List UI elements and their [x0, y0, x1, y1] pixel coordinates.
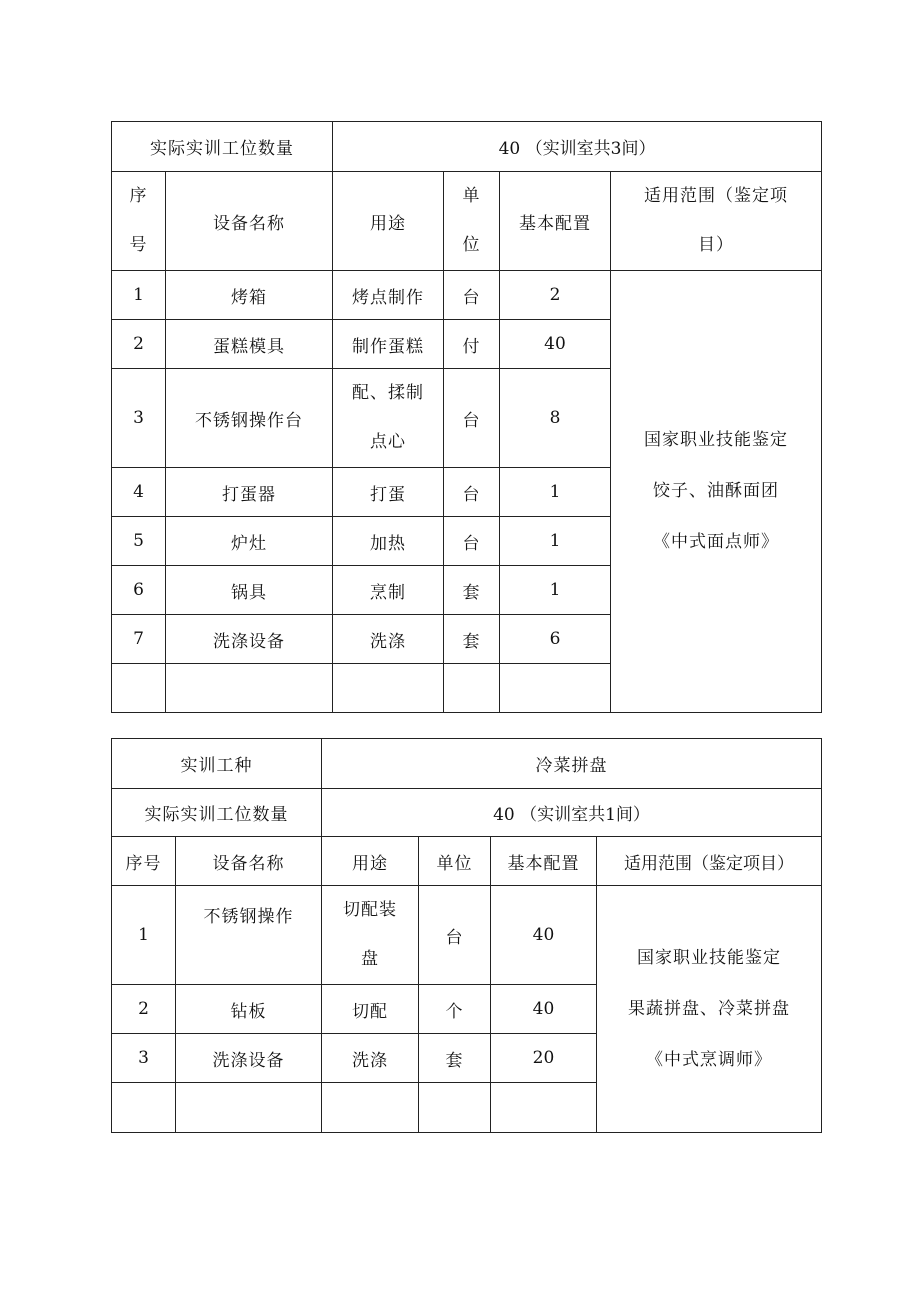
header-scope: 适用范围（鉴定项 目） — [611, 172, 822, 271]
row-name: 不锈钢操作台 — [166, 369, 333, 468]
row-name: 蛋糕模具 — [166, 320, 333, 369]
row-seq: 6 — [112, 566, 166, 615]
row-use: 烤点制作 — [333, 271, 444, 320]
row-name: 炉灶 — [166, 517, 333, 566]
empty-cell — [166, 664, 333, 713]
row-config: 1 — [500, 566, 611, 615]
table-row — [112, 886, 822, 985]
header-config: 基本配置 — [500, 172, 611, 271]
row-name: 烤箱 — [166, 271, 333, 320]
row-seq: 4 — [112, 468, 166, 517]
empty-cell — [419, 1083, 491, 1133]
row-name: 洗涤设备 — [176, 1034, 322, 1083]
type-label: 实训工种 — [112, 739, 322, 789]
empty-cell — [322, 1083, 419, 1133]
scope-cell: 国家职业技能鉴定 饺子、油酥面团 《中式面点师》 — [611, 271, 822, 713]
header-scope: 适用范围（鉴定项目） — [597, 837, 822, 886]
row-name: 打蛋器 — [166, 468, 333, 517]
row-seq: 2 — [112, 320, 166, 369]
empty-cell — [176, 1083, 322, 1133]
row-unit: 套 — [444, 615, 500, 664]
row-unit: 套 — [419, 1034, 491, 1083]
empty-cell — [333, 664, 444, 713]
row-unit: 台 — [444, 369, 500, 468]
row-config: 40 — [500, 320, 611, 369]
row-unit: 台 — [419, 886, 491, 985]
header-name: 设备名称 — [166, 172, 333, 271]
row-config: 40 — [491, 886, 597, 985]
row-use: 洗涤 — [322, 1034, 419, 1083]
empty-cell — [500, 664, 611, 713]
row-name: 不锈钢操作 — [176, 886, 322, 985]
row-unit: 台 — [444, 468, 500, 517]
row-seq: 5 — [112, 517, 166, 566]
row-unit: 台 — [444, 271, 500, 320]
row-config: 8 — [500, 369, 611, 468]
count-value: 40 （实训室共3间） — [333, 122, 822, 172]
row-use: 加热 — [333, 517, 444, 566]
row-seq: 1 — [112, 886, 176, 985]
row-use: 配、揉制 点心 — [333, 369, 444, 468]
count-value: 40 （实训室共1间） — [322, 789, 822, 837]
row-config: 40 — [491, 985, 597, 1034]
row-config: 2 — [500, 271, 611, 320]
equipment-table-1 — [111, 121, 822, 713]
count-label: 实际实训工位数量 — [112, 789, 322, 837]
row-unit: 台 — [444, 517, 500, 566]
row-config: 20 — [491, 1034, 597, 1083]
empty-cell — [444, 664, 500, 713]
count-label: 实际实训工位数量 — [112, 122, 333, 172]
row-use: 打蛋 — [333, 468, 444, 517]
empty-cell — [112, 664, 166, 713]
header-name: 设备名称 — [176, 837, 322, 886]
row-unit: 套 — [444, 566, 500, 615]
header-row — [112, 172, 822, 271]
type-value: 冷菜拼盘 — [322, 739, 822, 789]
row-name: 洗涤设备 — [166, 615, 333, 664]
row-use: 制作蛋糕 — [333, 320, 444, 369]
header-seq: 序号 — [112, 837, 176, 886]
equipment-table-2 — [111, 738, 822, 1133]
table-row — [112, 271, 822, 320]
row-seq: 1 — [112, 271, 166, 320]
empty-cell — [491, 1083, 597, 1133]
scope-cell: 国家职业技能鉴定 果蔬拼盘、冷菜拼盘 《中式烹调师》 — [597, 886, 822, 1133]
row-unit: 付 — [444, 320, 500, 369]
row-use: 烹制 — [333, 566, 444, 615]
row-name: 锅具 — [166, 566, 333, 615]
header-config: 基本配置 — [491, 837, 597, 886]
empty-cell — [112, 1083, 176, 1133]
row-use: 切配 — [322, 985, 419, 1034]
header-unit: 单位 — [419, 837, 491, 886]
header-unit: 单 位 — [444, 172, 500, 271]
row-config: 1 — [500, 517, 611, 566]
row-use: 切配装 盘 — [322, 886, 419, 985]
row-seq: 7 — [112, 615, 166, 664]
row-seq: 2 — [112, 985, 176, 1034]
row-config: 6 — [500, 615, 611, 664]
row-seq: 3 — [112, 1034, 176, 1083]
header-seq: 序 号 — [112, 172, 166, 271]
row-config: 1 — [500, 468, 611, 517]
header-use: 用途 — [333, 172, 444, 271]
row-seq: 3 — [112, 369, 166, 468]
header-row — [112, 837, 822, 886]
row-unit: 个 — [419, 985, 491, 1034]
row-use: 洗涤 — [333, 615, 444, 664]
header-use: 用途 — [322, 837, 419, 886]
row-name: 钻板 — [176, 985, 322, 1034]
